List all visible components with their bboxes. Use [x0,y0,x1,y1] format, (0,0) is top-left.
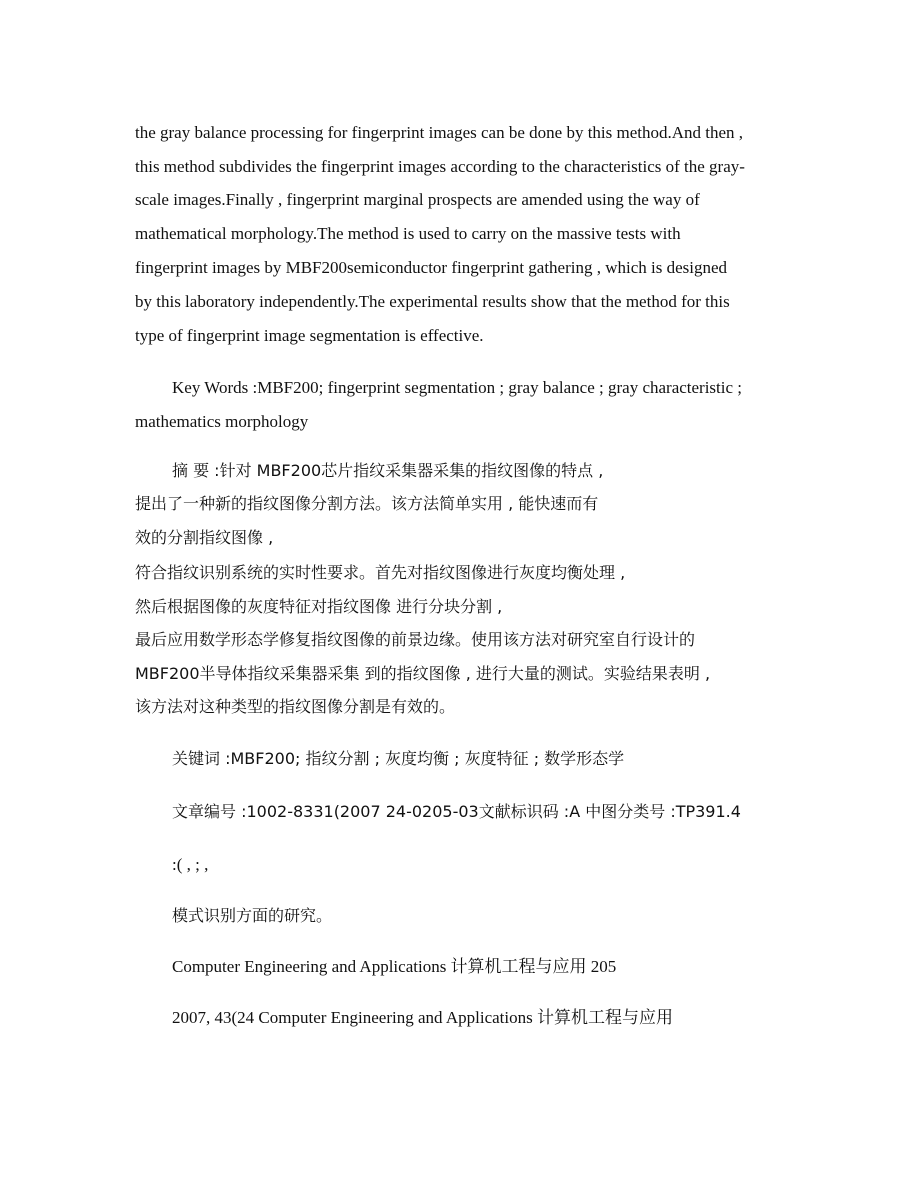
abstract-en-line-5: fingerprint images by MBF200semiconductor fingerprint gathering , which is designed [135,258,728,277]
abstract-en-line-2: this method subdivides the fingerprint images according to the characteristics of the gray- [135,157,745,176]
abstract-en-line-6: by this laboratory independently.The experimental results show that the method for this [135,292,730,311]
research-line: 模式识别方面的研究。 [172,906,333,925]
abstract-cn-line-1: 摘 要 :针对 MBF200芯片指纹采集器采集的指纹图像的特点 , [172,461,604,480]
abstract-cn-line-6: 最后应用数学形态学修复指纹图像的前景边缘。使用该方法对研究室自行设计的 [135,630,696,649]
keywords-en-line-2: mathematics morphology [135,412,309,431]
journal-footer: Computer Engineering and Applications 计算机工程与应用 205 [172,957,617,976]
keywords-cn: 关键词 :MBF200; 指纹分割 ; 灰度均衡 ; 灰度特征 ; 数学形态学 [172,749,625,768]
keywords-en-line-1: Key Words :MBF200; fingerprint segmentation ; gray balance ; gray characteristic ; [172,378,743,397]
misc-punctuation: :( , ; , [172,855,209,874]
abstract-cn-line-4: 符合指纹识别系统的实时性要求。首先对指纹图像进行灰度均衡处理 , [135,563,626,582]
abstract-cn-line-5: 然后根据图像的灰度特征对指纹图像 进行分块分割 , [135,597,503,616]
abstract-en-line-4: mathematical morphology.The method is used to carry on the massive tests with [135,224,681,243]
abstract-cn-line-8: 该方法对这种类型的指纹图像分割是有效的。 [135,697,456,716]
abstract-cn-line-7: MBF200半导体指纹采集器采集 到的指纹图像 , 进行大量的测试。实验结果表明 , [135,664,711,683]
abstract-en-line-3: scale images.Finally , fingerprint marginal prospects are amended using the way of [135,190,700,209]
abstract-en-line-7: type of fingerprint image segmentation is effective. [135,326,484,345]
abstract-cn-line-3: 效的分割指纹图像 , [135,528,274,547]
abstract-cn-line-2: 提出了一种新的指纹图像分割方法。该方法简单实用 , 能快速而有 [135,494,599,513]
abstract-en-line-1: the gray balance processing for fingerprint images can be done by this method.And then , [135,123,744,142]
journal-header: 2007, 43(24 Computer Engineering and Applications 计算机工程与应用 [172,1008,673,1027]
article-info: 文章编号 :1002-8331(2007 24-0205-03文献标识码 :A 中图分类号 :TP391.4 [172,802,741,821]
